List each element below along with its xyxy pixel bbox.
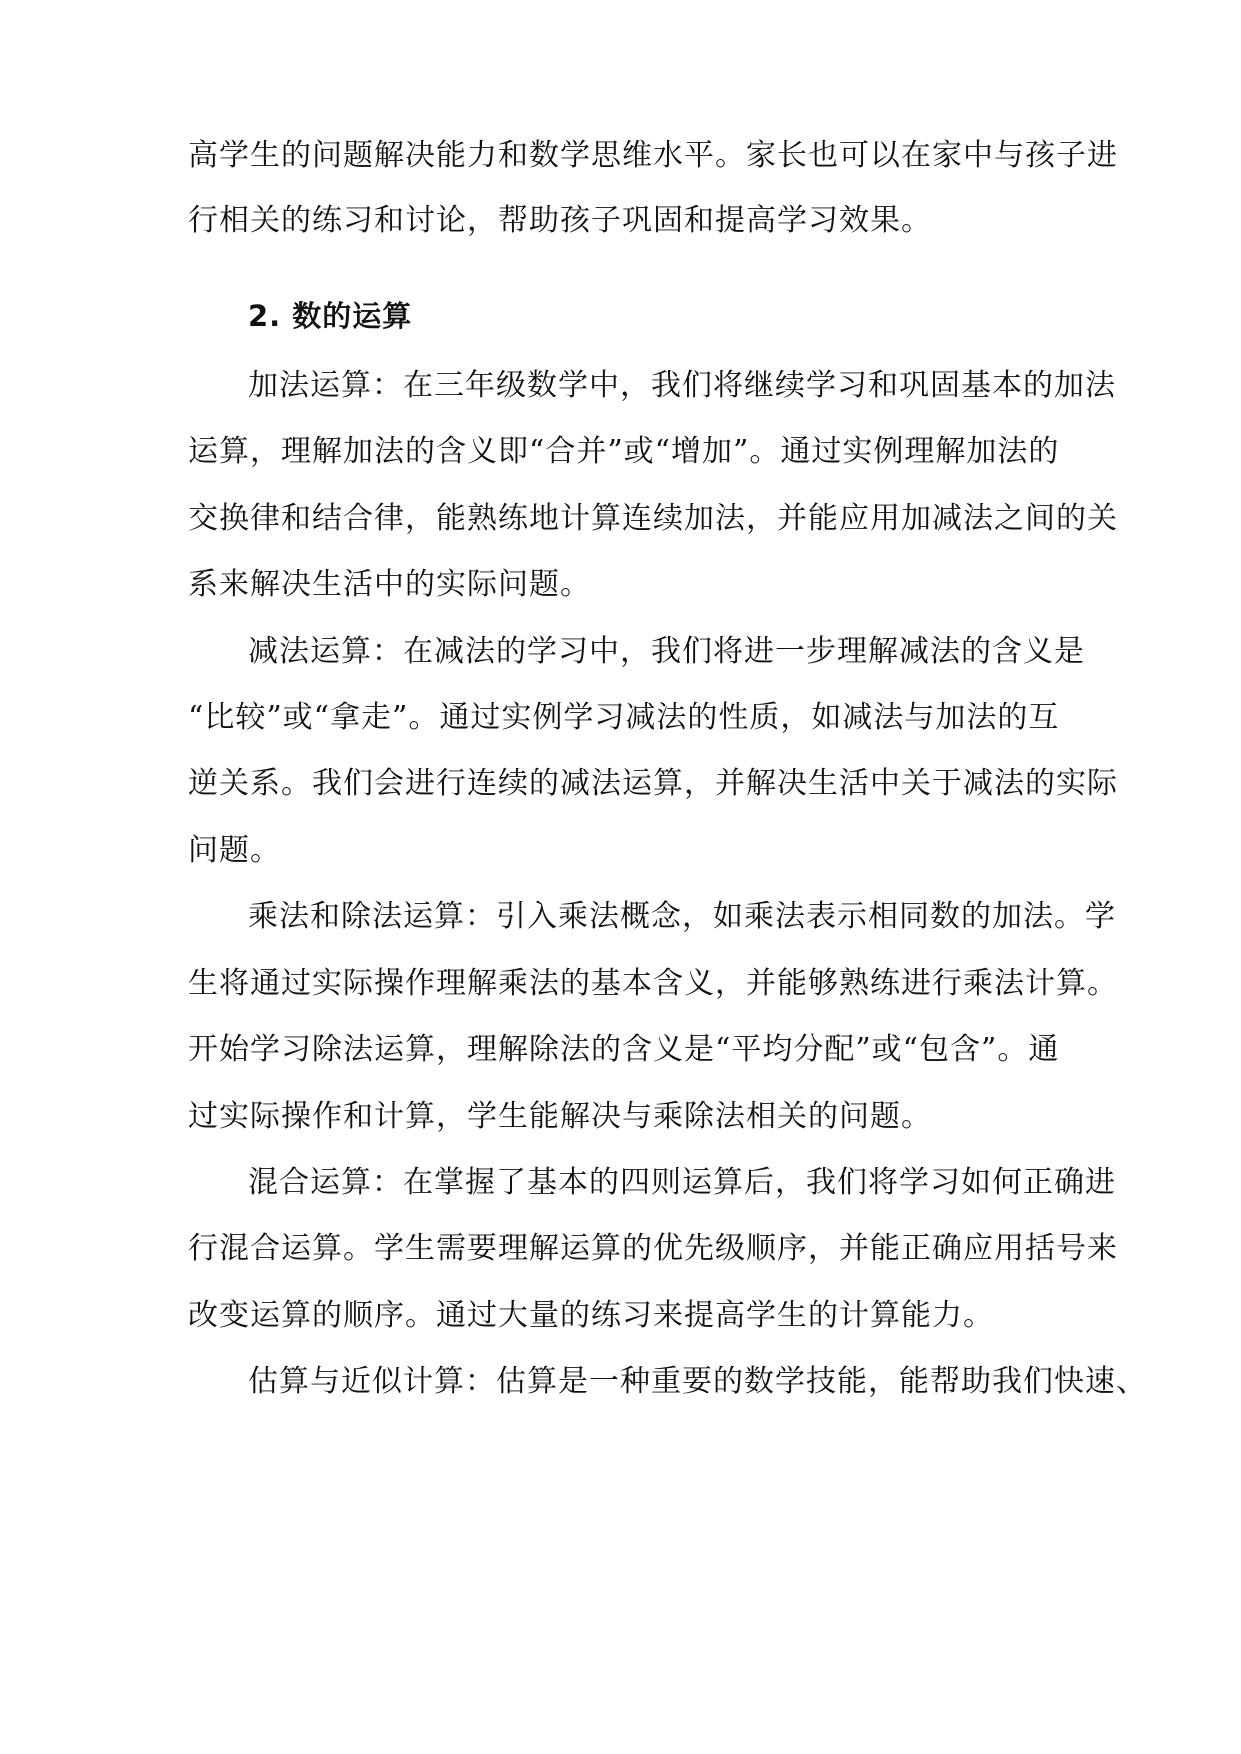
- multiplication-division-line-2: 生将通过实际操作理解乘法的基本含义，并能够熟练进行乘法计算。: [188, 966, 1118, 1001]
- mixed-line-2: 行混合运算。学生需要理解运算的优先级顺序，并能正确应用括号来: [188, 1231, 1118, 1266]
- multiplication-division-line-1: 乘法和除法运算：引入乘法概念，如乘法表示相同数的加法。学: [248, 899, 1116, 934]
- multiplication-division-line-4: 过实际操作和计算，学生能解决与乘除法相关的问题。: [188, 1099, 932, 1134]
- subtraction-line-3: 逆关系。我们会进行连续的减法运算，并解决生活中关于减法的实际: [188, 766, 1118, 801]
- mixed-line-1: 混合运算：在掌握了基本的四则运算后，我们将学习如何正确进: [248, 1165, 1116, 1200]
- mixed-line-3: 改变运算的顺序。通过大量的练习来提高学生的计算能力。: [188, 1298, 994, 1333]
- intro-line-2: 行相关的练习和讨论，帮助孩子巩固和提高学习效果。: [188, 203, 932, 238]
- intro-line-1: 高学生的问题解决能力和数学思维水平。家长也可以在家中与孩子进: [188, 138, 1118, 173]
- addition-line-2: 运算，理解加法的含义即“合并”或“增加”。通过实例理解加法的: [188, 434, 1060, 469]
- addition-line-1: 加法运算：在三年级数学中，我们将继续学习和巩固基本的加法: [248, 368, 1116, 403]
- section-heading: 2. 数的运算: [248, 299, 413, 333]
- subtraction-line-2: “比较”或“拿走”。通过实例学习减法的性质，如减法与加法的互: [188, 700, 1060, 735]
- multiplication-division-line-3: 开始学习除法运算，理解除法的含义是“平均分配”或“包含”。通: [188, 1032, 1060, 1067]
- estimation-line-1: 估算与近似计算：估算是一种重要的数学技能，能帮助我们快速、: [248, 1364, 1147, 1399]
- subtraction-line-1: 减法运算：在减法的学习中，我们将进一步理解减法的含义是: [248, 634, 1085, 669]
- addition-line-4: 系来解决生活中的实际问题。: [188, 567, 591, 602]
- subtraction-line-4: 问题。: [188, 833, 281, 868]
- addition-line-3: 交换律和结合律，能熟练地计算连续加法，并能应用加减法之间的关: [188, 501, 1118, 536]
